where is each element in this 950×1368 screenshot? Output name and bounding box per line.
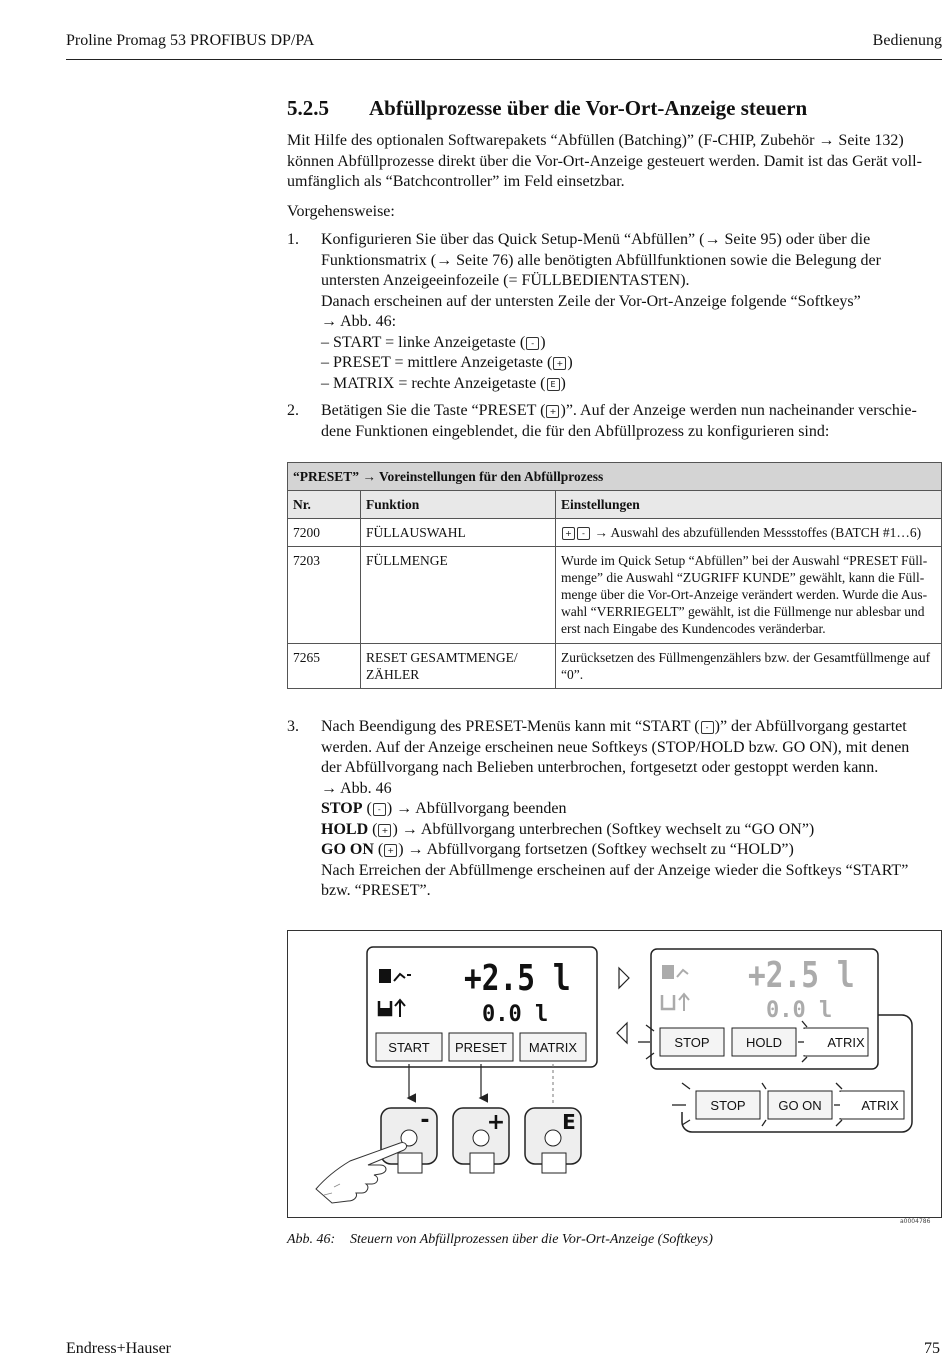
hold-line: HOLD ( + ) → Abfüllvorgang unterbrechen (Softkey wechselt zu “GO ON”) [321, 820, 815, 838]
table-header-row [288, 491, 942, 519]
section-heading: Abfüllprozesse über die Vor-Ort-Anzeige steuern [369, 96, 808, 120]
minus-key [381, 1108, 437, 1173]
step-line: dene Funktionen eingeblendet, die für den Abfüllprozess zu konfigurieren sind: [321, 422, 830, 440]
display-total: 0.0 l [482, 1002, 549, 1027]
table-row [288, 644, 942, 689]
table-row [288, 547, 942, 644]
step-line: der Abfüllvorgang nach Belieben unterbrochen, fortgesetzt oder gestoppt werden kann. [321, 759, 879, 776]
intro-paragraph [287, 131, 942, 193]
softkey-preset-line: – PRESET = mittlere Anzeigetaste ( + ) [321, 354, 573, 371]
step-line: Funktionsmatrix (→ Seite 76) alle benötigten Abfüllfunktionen sowie die Belegung der [321, 251, 881, 269]
procedure-label: Vorgehensweise: [287, 203, 395, 220]
cell-nr: 7200 [288, 519, 361, 547]
step-line: Nach Beendigung des PRESET-Menüs kann mit “START ( - )” der Abfüllvorgang gestartet [321, 718, 907, 735]
step-line: bzw. “PRESET”. [321, 882, 431, 899]
softkey-stop-2: STOP [710, 1098, 746, 1113]
minus-key-icon: - [577, 527, 590, 540]
cell-einstellungen: Wurde im Quick Setup “Abfüllen” bei der Auswahl “PRESET Füll-menge” die Auswahl “ZUGRIFF KUNDE” gewählt, kann die Füll-menge über die Vor-Ort-Anzeige verändert werden. Wurde die Aus-wahl “VERRIEGELT” gewählt, ist die Füllmenge nur ablesbar und erst nach Eingabe des Kundencodes veränderbar. [556, 547, 942, 644]
header-rule [66, 59, 942, 60]
caption-text: Steuern von Abfüllprozessen über die Vor-Ort-Anzeige (Softkeys) [350, 1232, 713, 1247]
step-number: 3. [287, 718, 299, 735]
cell-nr: 7203 [288, 547, 361, 644]
minus-key-icon: - [701, 721, 714, 734]
step-1 [287, 230, 942, 394]
page-number: 75 [924, 1340, 940, 1357]
intro-line: Mit Hilfe des optionalen Softwarepakets “Abfüllen (Batching)” (F-CHIP, Zubehör → Seite 132) [287, 132, 904, 149]
step-line: → Abb. 46: [321, 313, 397, 330]
stop-line: STOP ( - ) → Abfüllvorgang beenden [321, 800, 567, 817]
step-line: Konfigurieren Sie über das Quick Setup-Menü “Abfüllen” (→ Seite 95) oder über die [321, 231, 871, 248]
goon-line: GO ON ( + ) → Abfüllvorgang fortsetzen (Softkey wechselt zu “HOLD”) [321, 841, 794, 858]
step-3 [287, 717, 942, 902]
preset-table [287, 462, 942, 689]
cell-einstellungen: + - → Auswahl des abzufüllenden Messstoffes (BATCH #1…6) [556, 519, 942, 547]
step-line: werden. Auf der Anzeige erscheinen neue Softkeys (STOP/HOLD bzw. GO ON), mit denen [321, 738, 910, 756]
header-right: Bedienung [872, 32, 942, 49]
cell-funktion: FÜLLAUSWAHL [361, 519, 556, 547]
section-title [287, 96, 807, 121]
softkey-hold: HOLD [745, 1035, 783, 1050]
plus-key-icon: + [562, 527, 575, 540]
faded-display-total: 0.0 l [766, 998, 833, 1023]
display-value: +2.5 l [464, 956, 571, 999]
plus-key-icon: + [384, 844, 397, 857]
softkey-start-line: – START = linke Anzeigetaste ( - ) [321, 333, 546, 351]
step-number: 2. [287, 402, 299, 419]
footer-left: Endress+Hauser [66, 1340, 171, 1357]
plus-key [453, 1108, 509, 1173]
step-number: 1. [287, 231, 299, 248]
step-line: → Abb. 46 [321, 779, 392, 797]
cell-funktion: FÜLLMENGE [361, 547, 556, 644]
figure-id: a0004786 [900, 1218, 931, 1225]
caption-label: Abb. 46: [287, 1232, 336, 1247]
header-funktion: Funktion [361, 491, 556, 519]
enter-key-icon: E [547, 378, 560, 391]
intro-line: können Abfüllprozesse direkt über die Vor-Ort-Anzeige gesteuert werden. Damit ist das Gerät voll- [287, 152, 922, 170]
cell-funktion: RESET GESAMTMENGE/ ZÄHLER [361, 644, 556, 689]
softkey-matrix-line: – MATRIX = rechte Anzeigetaste ( E ) [321, 374, 566, 392]
softkey-goon: GO ON [778, 1098, 822, 1113]
table-caption-row [288, 463, 942, 491]
plus-key-icon: + [378, 824, 391, 837]
softkey-matrix-partial-2: ATRIX [861, 1098, 899, 1113]
cell-nr: 7265 [288, 644, 361, 689]
softkey-preset: PRESET [454, 1040, 508, 1055]
step-line: Nach Erreichen der Abfüllmenge erscheinen auf der Anzeige wieder die Softkeys “START” [321, 861, 909, 879]
header-left: Proline Promag 53 PROFIBUS DP/PA [66, 32, 315, 49]
minus-key-icon: - [373, 803, 386, 816]
enter-key [525, 1108, 581, 1173]
softkey-stop: STOP [674, 1035, 710, 1050]
figure-caption [287, 1232, 713, 1248]
section-number: 5.2.5 [287, 96, 329, 120]
plus-key-icon: + [546, 405, 559, 418]
table-caption: “PRESET” → Voreinstellungen für den Abfüllprozess [288, 463, 942, 491]
step-2 [287, 401, 942, 442]
step-line: Danach erscheinen auf der untersten Zeile der Vor-Ort-Anzeige folgende “Softkeys” [321, 292, 861, 310]
plus-key-label: + [486, 1110, 506, 1135]
enter-key-label: E [562, 1110, 576, 1134]
header-einstellungen: Einstellungen [556, 491, 942, 519]
figure-softkeys [287, 930, 942, 1218]
softkey-matrix: MATRIX [528, 1040, 578, 1055]
minus-key-icon: - [526, 337, 539, 350]
softkey-start: START [388, 1040, 430, 1055]
header-nr: Nr. [288, 491, 361, 519]
left-display [367, 947, 597, 1067]
table-row [288, 519, 942, 547]
faded-display-value: +2.5 l [748, 953, 855, 996]
cell-einstellungen: Zurücksetzen des Füllmengenzählers bzw. der Gesamtfüllmenge auf “0”. [556, 644, 942, 689]
step-line: Betätigen Sie die Taste “PRESET ( + )”. Auf der Anzeige werden nun nacheinander verschie- [321, 402, 917, 419]
softkey-matrix-partial: ATRIX [827, 1035, 865, 1050]
step-line: untersten Anzeigeeinfozeile (= FÜLLBEDIENTASTEN). [321, 272, 690, 289]
intro-line: umfänglich als “Batchcontroller” im Feld einsetzbar. [287, 173, 625, 190]
plus-key-icon: + [553, 357, 566, 370]
minus-key-label: - [420, 1108, 430, 1133]
hand-icon [316, 1143, 407, 1203]
